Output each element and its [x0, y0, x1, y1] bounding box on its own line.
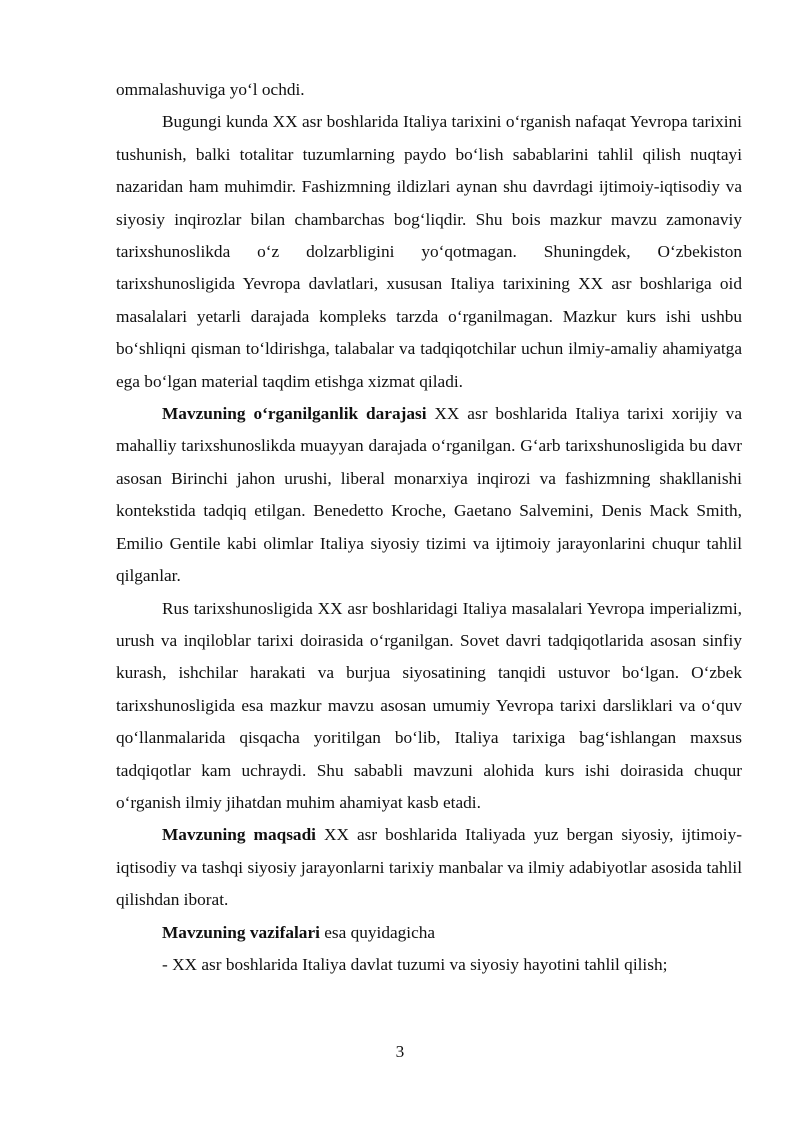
paragraph-text: Rus tarixshunosligida XX asr boshlaridagi Italiya masalalari Yevropa imperializmi, urush va inqiloblar tarixi doirasida o‘rganilgan. Sovet davri tadqiqotlarida asosan sinfiy kurash, ishchilar harakati va burjua siyosatining tanqidi ustuvor bo‘lgan. O‘zbek tarixshunosligida esa mazkur mavzu asosan umumiy Yevropa tarixi darsliklari va o‘quv qo‘llanmalarida qisqacha yoritilgan bo‘lib, Italiya tarixiga bag‘ishlangan maxsus tadqiqotlar kam uchraydi. Shu sababli mavzuni alohida kurs ishi doirasida chuqur o‘rganish ilmiy jihatdan muhim ahamiyat kasb etadi. — [116, 598, 742, 812]
paragraph-heading: Mavzuning maqsadi — [162, 825, 316, 845]
page-number: 3 — [395, 1042, 405, 1061]
paragraph-heading: Mavzuning vazifalari — [162, 922, 320, 942]
paragraph-relevance — [116, 106, 742, 398]
paragraph-historiography — [116, 593, 742, 820]
page-body — [116, 74, 742, 981]
paragraph-heading: Mavzuning o‘rganilganlik darajasi — [162, 404, 427, 424]
paragraph-continuation — [116, 74, 742, 106]
paragraph-text: Bugungi kunda XX asr boshlarida Italiya tarixini o‘rganish nafaqat Yevropa tarixini tushunish, balki totalitar tuzumlarning paydo bo‘lish sabablarini tahlil qilish nuqtayi nazaridan ham muhimdir. Fashizmning ildizlari aynan shu davrdagi ijtimoiy-iqtisodiy va siyosiy inqirozlar bilan chambarchas bog‘liqdir. Shu bois mazkur mavzu zamonaviy tarixshunoslikda o‘z dolzarbligini yo‘qotmagan. Shuningdek, O‘zbekiston tarixshunosligida Yevropa davlatlari, xususan Italiya tarixining XX asr boshlariga oid masalalari yetarli darajada kompleks tarzda o‘rganilmagan. Mazkur kurs ishi ushbu bo‘shliqni qisman to‘ldirishga, talabalar va tadqiqotchilar uchun ilmiy-amaliy ahamiyatga ega bo‘lgan material taqdim etishga xizmat qiladi. — [116, 112, 742, 391]
task-list-item — [116, 949, 742, 981]
paragraph-study-degree — [116, 398, 742, 592]
paragraph-text: XX asr boshlarida Italiya tarixi xorijiy va mahalliy tarixshunoslikda muayyan darajada o‘rganilgan. G‘arb tarixshunosligida bu davr asosan Birinchi jahon urushi, liberal monarxiya inqirozi va fashizmning shakllanishi kontekstida tadqiq etilgan. Benedetto Kroche, Gaetano Salvemini, Denis Mack Smith, Emilio Gentile kabi olimlar Italiya siyosiy tizimi va ijtimoiy jarayonlarini chuqur tahlil qilganlar. — [116, 404, 742, 586]
paragraph-text: XX asr boshlarida Italiyada yuz bergan siyosiy, ijtimoiy-iqtisodiy va tashqi siyosiy jarayonlarni tarixiy manbalar va ilmiy adabiyotlar asosida tahlil qilishdan iborat. — [116, 825, 742, 910]
paragraph-text: ommalashuviga yo‘l ochdi. — [116, 80, 305, 99]
paragraph-text: esa quyidagicha — [319, 922, 436, 942]
paragraph-tasks-heading — [116, 917, 742, 949]
paragraph-text: - XX asr boshlarida Italiya davlat tuzumi va siyosiy hayotini tahlil qilish; — [162, 954, 668, 974]
paragraph-goal — [116, 819, 742, 916]
